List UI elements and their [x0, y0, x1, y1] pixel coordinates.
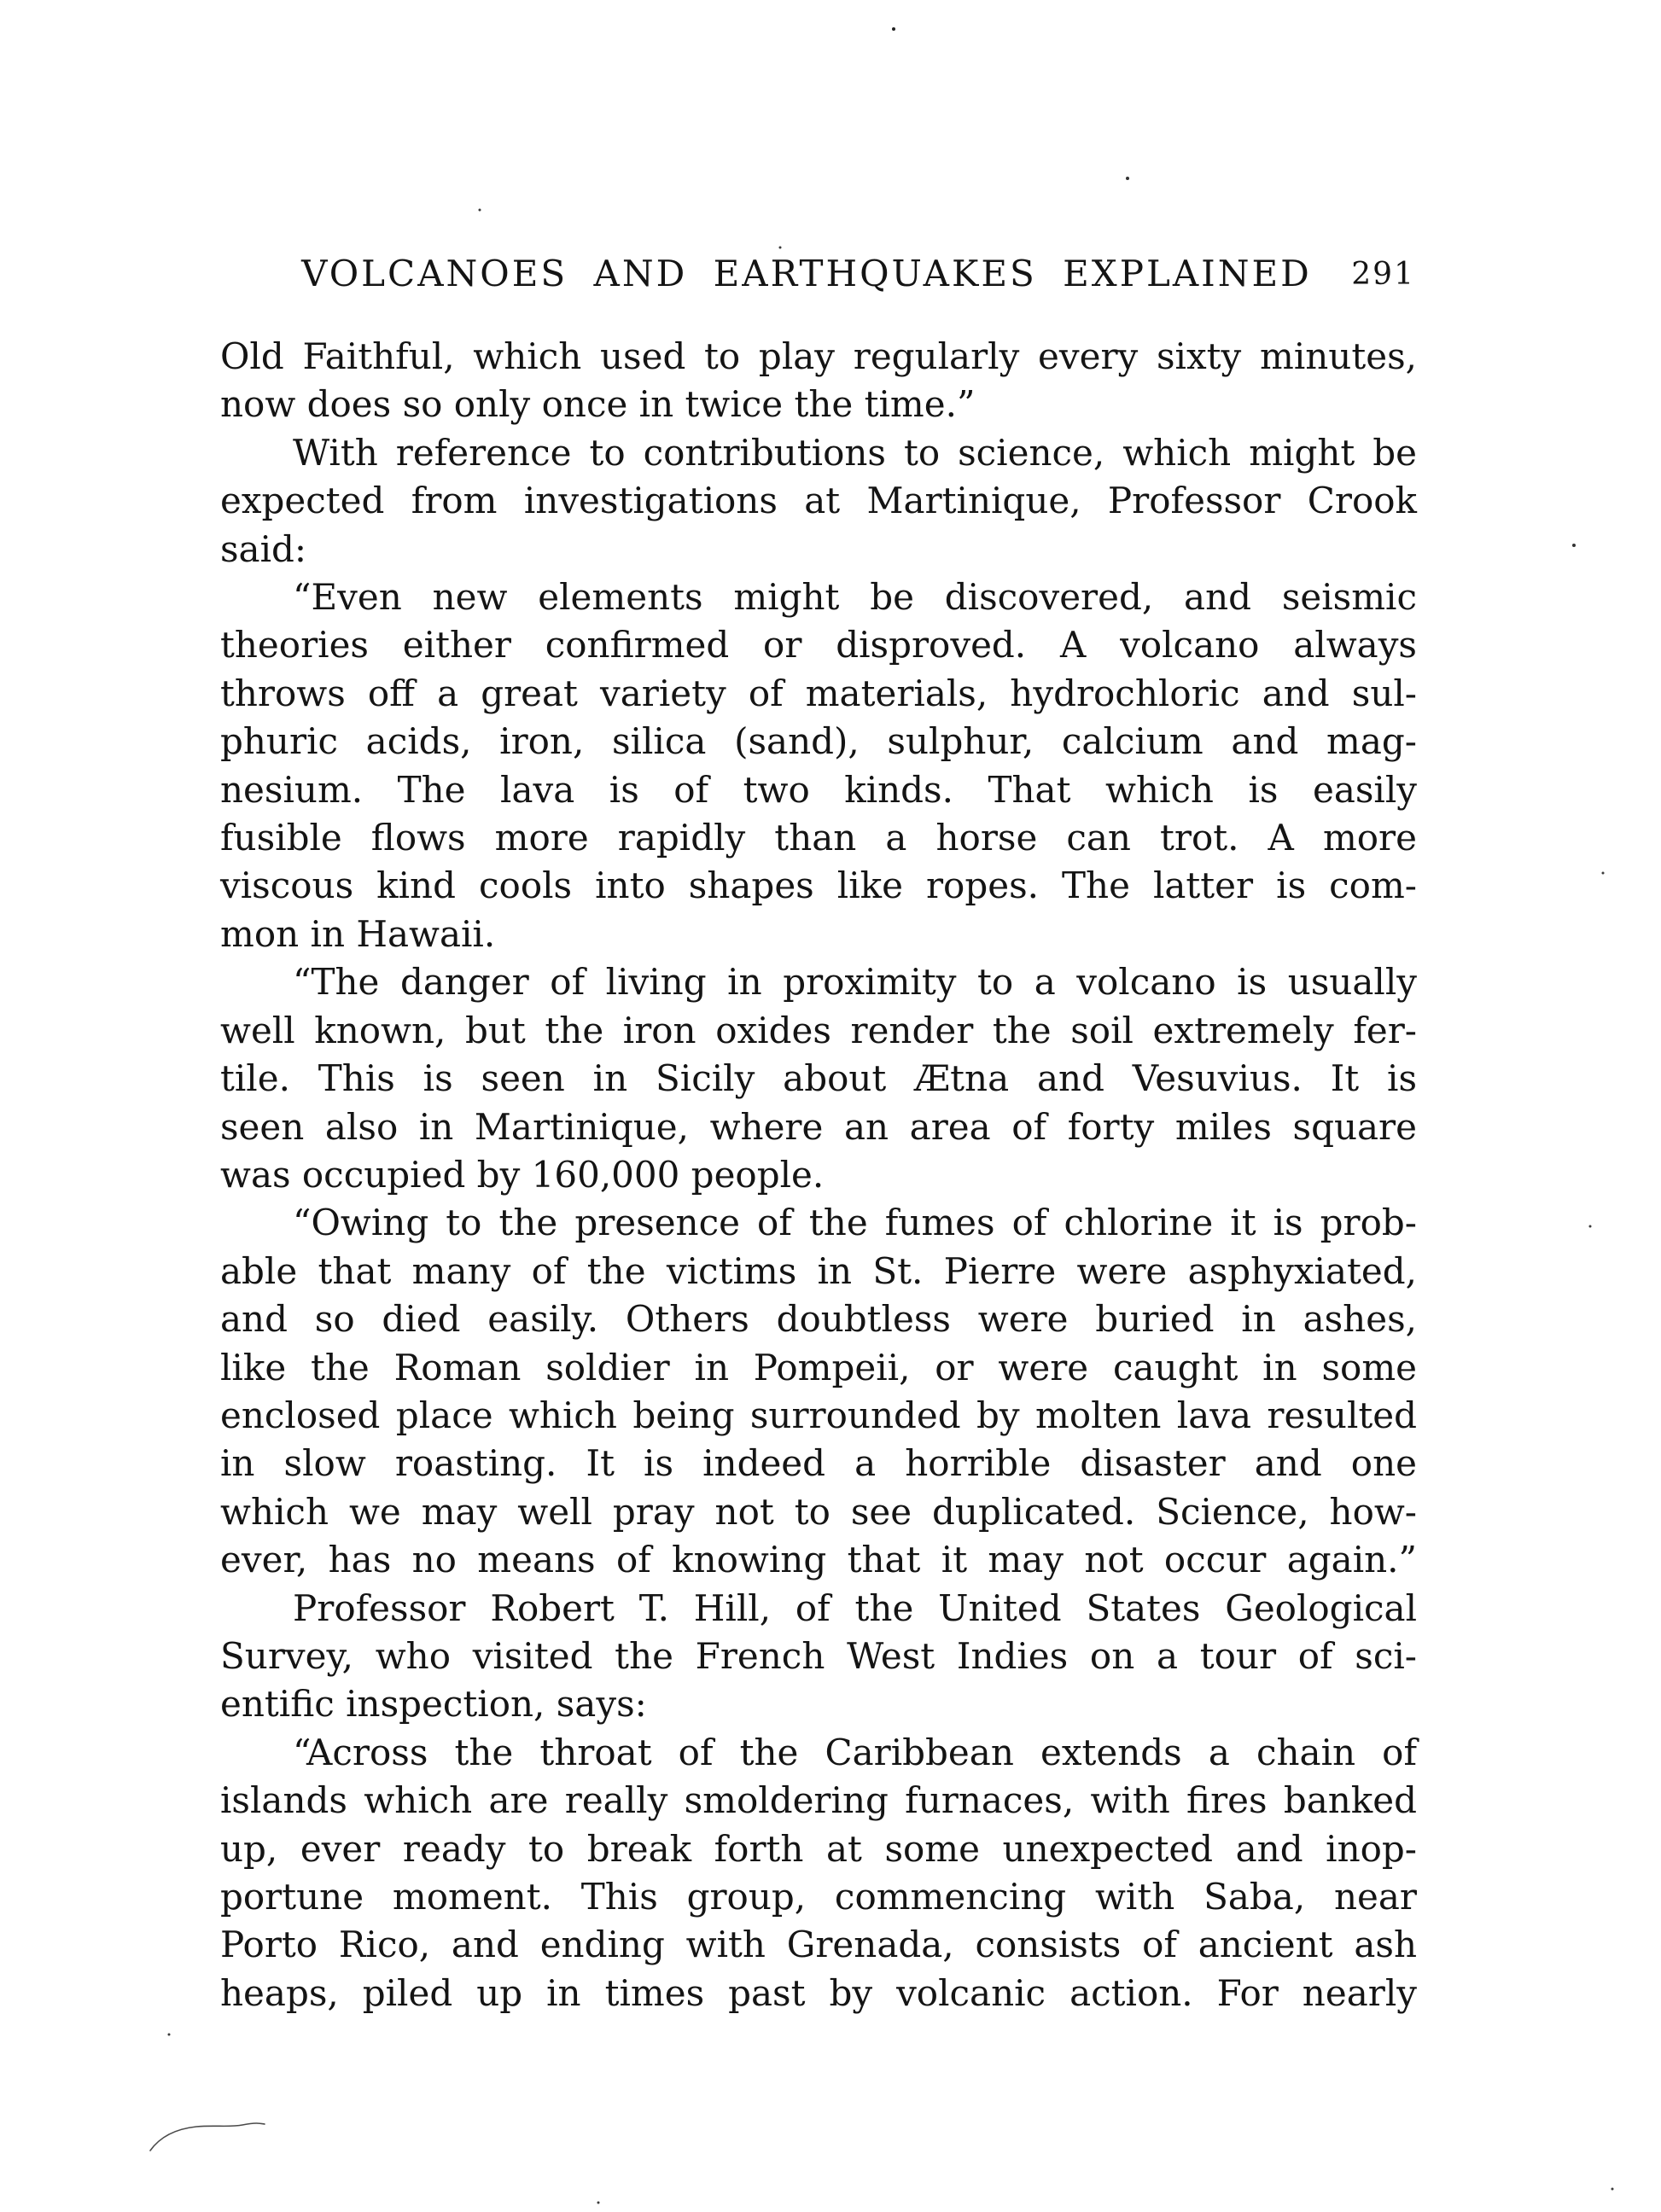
- text-line: mon in Hawaii.: [220, 912, 496, 955]
- text-line: “Across the throat of the Caribbean extends a chain of: [293, 1731, 1417, 1773]
- text-line: Professor Robert T. Hill, of the United States Geological: [293, 1586, 1417, 1629]
- text-line: “Owing to the presence of the fumes of chlorine it is prob-: [293, 1202, 1417, 1244]
- text-line: theories either confirmed or disproved. A volcano always: [220, 624, 1417, 667]
- text-line: islands which are really smoldering furnaces, with fires banked: [220, 1779, 1417, 1822]
- text-line: Survey, who visited the French West Indies on a tour of sci-: [220, 1634, 1417, 1677]
- text-line: “Even new elements might be discovered, and seismic: [293, 576, 1417, 619]
- text-line: nesium. The lava is of two kinds. That which is easily: [220, 768, 1417, 811]
- text-line: entific inspection, says:: [220, 1683, 647, 1726]
- running-header: [220, 253, 1417, 295]
- text-line: seen also in Martinique, where an area of forty miles square: [220, 1105, 1417, 1148]
- paragraph: [220, 429, 1417, 573]
- text-line: able that many of the victims in St. Pierre were asphyxiated,: [220, 1249, 1417, 1292]
- text-line: phuric acids, iron, silica (sand), sulphur, calcium and mag-: [220, 720, 1417, 763]
- paragraph: [220, 333, 1417, 429]
- text-line: which we may well pray not to see duplicated. Science, how-: [220, 1490, 1417, 1533]
- scan-artifact-curve: [147, 2120, 266, 2154]
- text-line: in slow roasting. It is indeed a horrible disaster and one: [220, 1442, 1417, 1485]
- text-line: Old Faithful, which used to play regularly every sixty minutes,: [220, 335, 1417, 377]
- text-line: ever, has no means of knowing that it may not occur again.”: [220, 1539, 1417, 1581]
- text-line: throws off a great variety of materials, hydrochloric and sul-: [220, 672, 1417, 714]
- paragraph: [220, 573, 1417, 958]
- text-line: well known, but the iron oxides render the soil extremely fer-: [220, 1009, 1417, 1051]
- text-line: heaps, piled up in times past by volcanic action. For nearly: [220, 1971, 1417, 2014]
- text-line: enclosed place which being surrounded by molten lava resulted: [220, 1394, 1417, 1436]
- paragraph: [220, 958, 1417, 1199]
- paragraph: [220, 1585, 1417, 1729]
- text-line: now does so only once in twice the time.”: [220, 383, 976, 426]
- text-line: fusible flows more rapidly than a horse can trot. A more: [220, 817, 1417, 859]
- page-number: 291: [1351, 257, 1415, 292]
- text-line: like the Roman soldier in Pompeii, or were caught in some: [220, 1346, 1417, 1388]
- scan-speckles: [0, 0, 2, 2]
- text-line: Porto Rico, and ending with Grenada, consists of ancient ash: [220, 1924, 1417, 1966]
- text-line: up, ever ready to break forth at some unexpected and inop-: [220, 1827, 1417, 1870]
- running-title: VOLCANOES AND EARTHQUAKES EXPLAINED: [301, 253, 1312, 294]
- text-line: was occupied by 160,000 people.: [220, 1153, 825, 1196]
- text-line: “The danger of living in proximity to a volcano is usually: [293, 961, 1417, 1004]
- text-line: tile. This is seen in Sicily about Ætna and Vesuvius. It is: [220, 1057, 1417, 1100]
- text-line: expected from investigations at Martinique, Professor Crook: [220, 480, 1417, 522]
- text-line: said:: [220, 527, 307, 570]
- body-text: [220, 333, 1417, 2017]
- paragraph: [220, 1729, 1417, 2017]
- text-line: With reference to contributions to science, which might be: [293, 431, 1417, 474]
- text-line: viscous kind cools into shapes like ropes. The latter is com-: [220, 864, 1417, 907]
- paragraph: [220, 1199, 1417, 1584]
- text-line: and so died easily. Others doubtless were buried in ashes,: [220, 1298, 1417, 1341]
- text-line: portune moment. This group, commencing with Saba, near: [220, 1876, 1417, 1918]
